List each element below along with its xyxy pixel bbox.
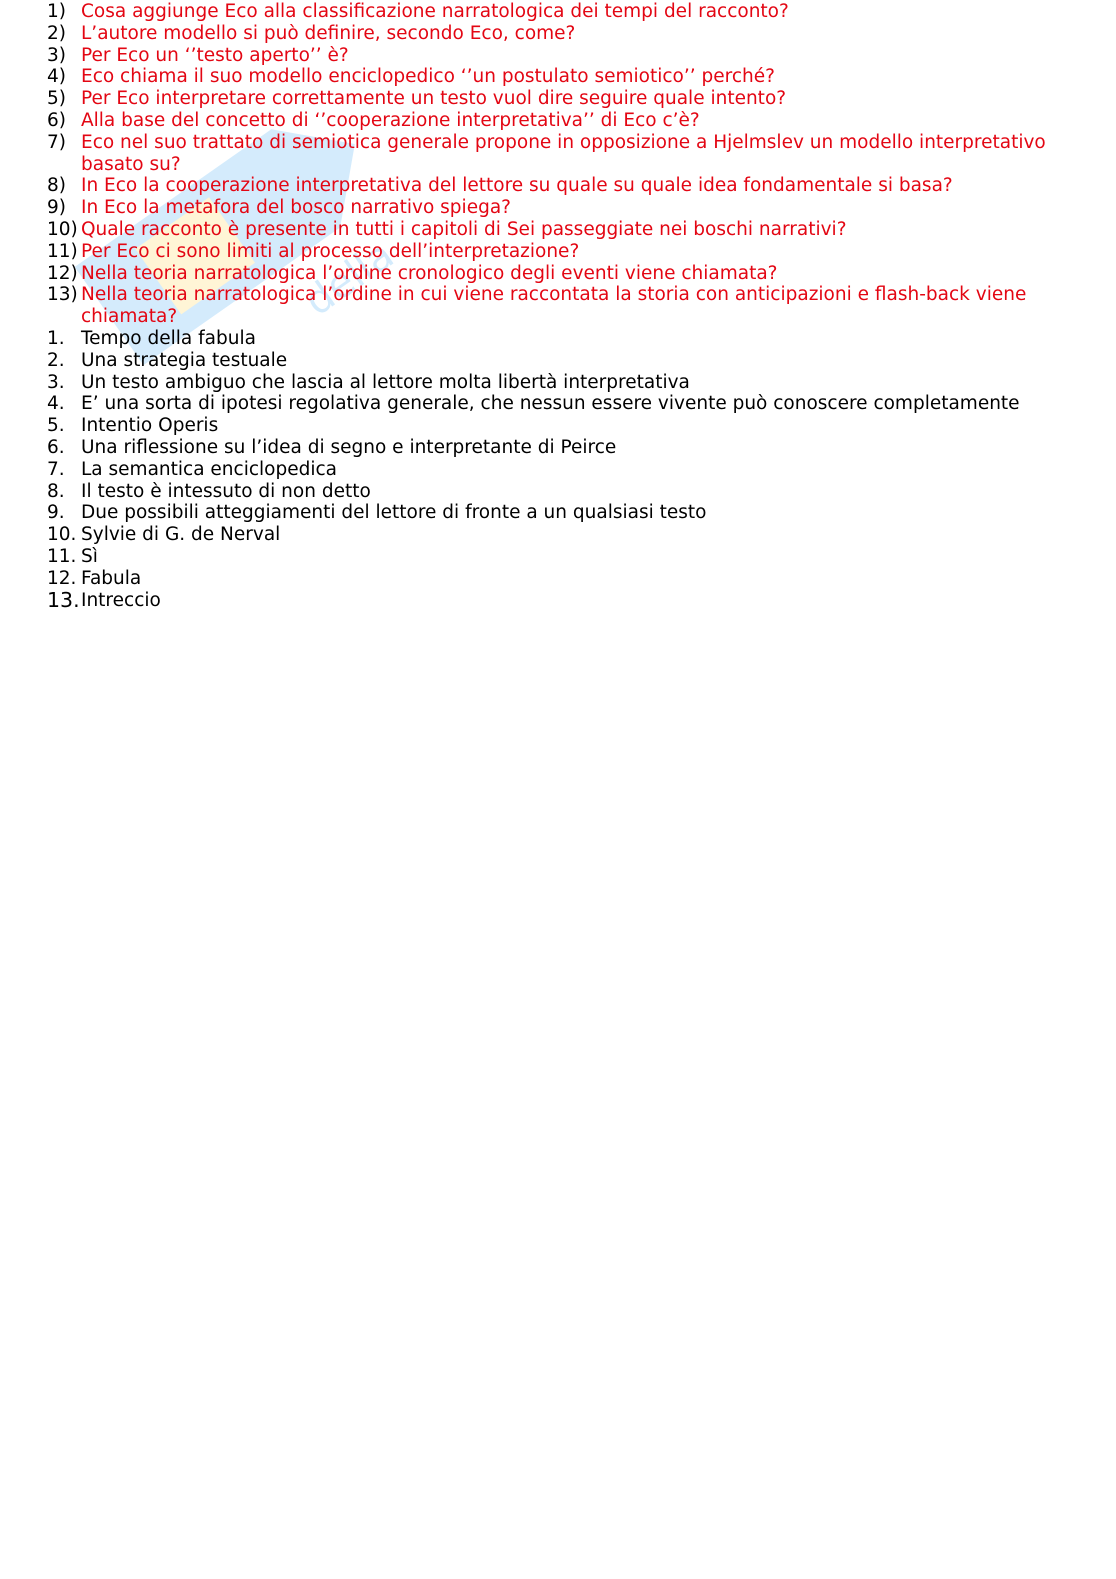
question-number: 12) <box>47 262 78 284</box>
answer-number: 10. <box>47 524 77 546</box>
question-item <box>47 219 1077 241</box>
question-number: 7) <box>47 131 66 153</box>
question-text: Per Eco ci sono limiti al processo dell’interpretazione? <box>81 240 580 262</box>
question-text: Eco nel suo trattato di semiotica generale propone in opposizione a Hjelmslev un modello interpretativo basato su? <box>81 131 1046 175</box>
question-number: 1) <box>47 1 66 22</box>
question-text: Per Eco un ‘’testo aperto’’ è? <box>81 44 349 66</box>
question-number: 6) <box>47 109 66 131</box>
answer-number: 13. <box>47 587 80 612</box>
question-item <box>47 175 1077 197</box>
answer-text: Tempo della fabula <box>81 327 256 349</box>
answer-item <box>47 524 1077 546</box>
answer-text: Il testo è intessuto di non detto <box>81 480 371 502</box>
answer-number: 1. <box>47 327 65 349</box>
question-item <box>47 1 1077 23</box>
question-text: Cosa aggiunge Eco alla classificazione narratologica dei tempi del racconto? <box>81 1 789 22</box>
question-text: Per Eco interpretare correttamente un testo vuol dire seguire quale intento? <box>81 88 787 110</box>
question-text: Quale racconto è presente in tutti i capitoli di Sei passeggiate nei boschi narrativi? <box>81 218 847 240</box>
question-item <box>47 66 1077 88</box>
answer-text: Sì <box>81 545 98 567</box>
question-number: 13) <box>47 284 78 306</box>
answer-text: La semantica enciclopedica <box>81 458 337 480</box>
answer-number: 11. <box>47 545 77 567</box>
answer-number: 6. <box>47 436 65 458</box>
question-item <box>47 88 1077 110</box>
answer-text: Fabula <box>81 567 142 589</box>
question-text: Nella teoria narratologica l’ordine cronologico degli eventi viene chiamata? <box>81 262 778 284</box>
question-item <box>47 45 1077 67</box>
question-number: 2) <box>47 22 66 44</box>
question-text: L’autore modello si può definire, secondo Eco, come? <box>81 22 576 44</box>
answer-item <box>47 393 1077 415</box>
question-number: 11) <box>47 240 78 262</box>
question-number: 10) <box>47 218 78 240</box>
answer-text: Una riflessione su l’idea di segno e interpretante di Peirce <box>81 436 617 458</box>
question-text: Eco chiama il suo modello enciclopedico ‘’un postulato semiotico’’ perché? <box>81 66 775 88</box>
question-number: 8) <box>47 175 66 197</box>
answer-number: 5. <box>47 415 65 437</box>
answer-item <box>47 372 1077 394</box>
answer-text: Due possibili atteggiamenti del lettore di fronte a un qualsiasi testo <box>81 502 707 524</box>
answer-number: 2. <box>47 349 65 371</box>
question-item <box>47 197 1077 219</box>
answer-text: Intentio Operis <box>81 415 219 437</box>
answer-item <box>47 350 1077 372</box>
answer-text: Intreccio <box>81 589 161 611</box>
answer-text: Una strategia testuale <box>81 349 288 371</box>
question-number: 9) <box>47 197 66 219</box>
question-text: In Eco la cooperazione interpretativa del lettore su quale su quale idea fondamentale si basa? <box>81 175 953 197</box>
question-text: Alla base del concetto di ‘’cooperazione interpretativa’’ di Eco c’è? <box>81 109 700 131</box>
answer-item <box>47 459 1077 481</box>
answer-number: 8. <box>47 480 65 502</box>
question-text: Nella teoria narratologica l’ordine in cui viene raccontata la storia con anticipazioni e flash-back viene chiamata? <box>81 284 1027 328</box>
answer-number: 7. <box>47 458 65 480</box>
document-page <box>47 1 1077 611</box>
answer-item <box>47 415 1077 437</box>
answer-number: 3. <box>47 371 65 393</box>
answer-item <box>47 568 1077 590</box>
answer-item <box>47 437 1077 459</box>
question-item <box>47 110 1077 132</box>
question-item <box>47 241 1077 263</box>
question-number: 5) <box>47 88 66 110</box>
question-item <box>47 23 1077 45</box>
question-number: 3) <box>47 44 66 66</box>
answer-item <box>47 546 1077 568</box>
question-text: In Eco la metafora del bosco narrativo spiega? <box>81 197 511 219</box>
answer-item <box>47 587 1077 612</box>
answer-text: Sylvie di G. de Nerval <box>81 524 281 546</box>
question-item <box>47 132 1077 176</box>
question-list <box>47 1 1077 328</box>
answer-text: Un testo ambiguo che lascia al lettore molta libertà interpretativa <box>81 371 690 393</box>
answer-number: 12. <box>47 567 77 589</box>
answer-list <box>47 328 1077 611</box>
answer-number: 4. <box>47 393 65 415</box>
answer-number: 9. <box>47 502 65 524</box>
watermark-text: della <box>296 231 403 326</box>
answer-item <box>47 328 1077 350</box>
question-item <box>47 263 1077 285</box>
question-item <box>47 284 1077 328</box>
answer-item <box>47 481 1077 503</box>
answer-text: E’ una sorta di ipotesi regolativa generale, che nessun essere vivente può conoscere completamente <box>81 393 1020 415</box>
answer-item <box>47 502 1077 524</box>
question-number: 4) <box>47 66 66 88</box>
